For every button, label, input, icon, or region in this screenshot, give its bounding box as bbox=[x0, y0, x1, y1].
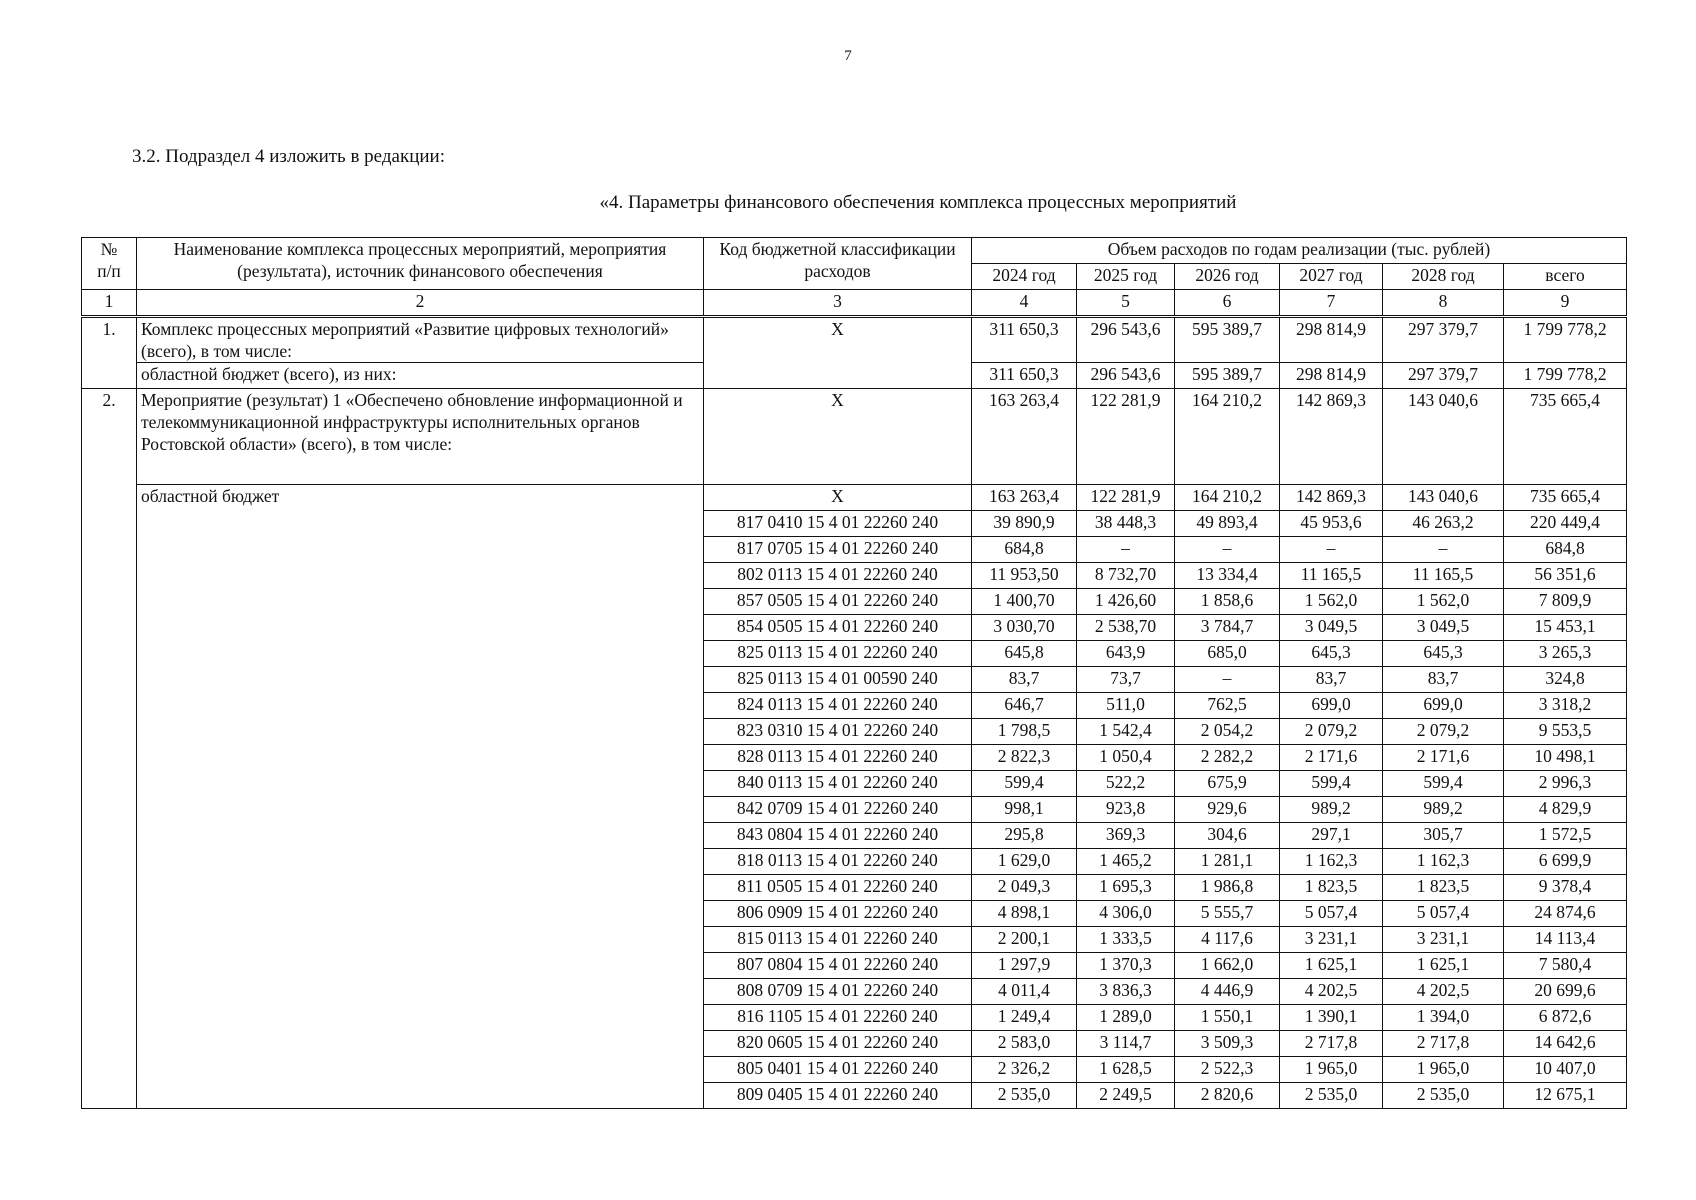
budget-value: 295,8 bbox=[972, 823, 1077, 849]
budget-value: 1 625,1 bbox=[1280, 953, 1383, 979]
budget-value: 989,2 bbox=[1383, 797, 1504, 823]
budget-value: 2 522,3 bbox=[1175, 1057, 1280, 1083]
budget-value: 304,6 bbox=[1175, 823, 1280, 849]
column-number: 7 bbox=[1280, 290, 1383, 317]
budget-value: 2 171,6 bbox=[1383, 745, 1504, 771]
column-number: 6 bbox=[1175, 290, 1280, 317]
budget-value: 2 535,0 bbox=[1383, 1083, 1504, 1109]
budget-code: 843 0804 15 4 01 22260 240 bbox=[704, 823, 972, 849]
budget-code: 806 0909 15 4 01 22260 240 bbox=[704, 901, 972, 927]
budget-value: 2 583,0 bbox=[972, 1031, 1077, 1057]
budget-value: 645,8 bbox=[972, 641, 1077, 667]
budget-value: 3 030,70 bbox=[972, 615, 1077, 641]
budget-value: – bbox=[1383, 537, 1504, 563]
budget-value: 46 263,2 bbox=[1383, 511, 1504, 537]
budget-value: 2 282,2 bbox=[1175, 745, 1280, 771]
header-year: 2026 год bbox=[1175, 264, 1280, 290]
budget-total: 20 699,6 bbox=[1504, 979, 1627, 1005]
budget-value: 1 394,0 bbox=[1383, 1005, 1504, 1031]
budget-total: 15 453,1 bbox=[1504, 615, 1627, 641]
budget-value: 83,7 bbox=[1280, 667, 1383, 693]
header-total: всего bbox=[1504, 264, 1627, 290]
budget-total: 3 265,3 bbox=[1504, 641, 1627, 667]
budget-code: 809 0405 15 4 01 22260 240 bbox=[704, 1083, 972, 1109]
column-number: 1 bbox=[82, 290, 137, 317]
budget-value: 1 542,4 bbox=[1077, 719, 1175, 745]
item1-code: X bbox=[704, 317, 972, 389]
budget-code: 817 0410 15 4 01 22260 240 bbox=[704, 511, 972, 537]
budget-total: 6 872,6 bbox=[1504, 1005, 1627, 1031]
budget-value: 83,7 bbox=[1383, 667, 1504, 693]
budget-code: 811 0505 15 4 01 22260 240 bbox=[704, 875, 972, 901]
budget-value: 5 057,4 bbox=[1280, 901, 1383, 927]
budget-total: 2 996,3 bbox=[1504, 771, 1627, 797]
budget-value: 5 555,7 bbox=[1175, 901, 1280, 927]
budget-value: 2 171,6 bbox=[1280, 745, 1383, 771]
budget-value: 685,0 bbox=[1175, 641, 1280, 667]
budget-value: 369,3 bbox=[1077, 823, 1175, 849]
column-number: 3 bbox=[704, 290, 972, 317]
budget-value: 699,0 bbox=[1280, 693, 1383, 719]
column-number: 9 bbox=[1504, 290, 1627, 317]
budget-value: 164 210,2 bbox=[1175, 485, 1280, 511]
budget-value: 2 079,2 bbox=[1383, 719, 1504, 745]
item1-total: 1 799 778,2 bbox=[1504, 317, 1627, 363]
budget-code: 815 0113 15 4 01 22260 240 bbox=[704, 927, 972, 953]
budget-value: 599,4 bbox=[972, 771, 1077, 797]
budget-total: 324,8 bbox=[1504, 667, 1627, 693]
header-code: Код бюджетной классификации расходов bbox=[704, 238, 972, 290]
item2-value: 163 263,4 bbox=[972, 389, 1077, 485]
budget-value: 2 049,3 bbox=[972, 875, 1077, 901]
budget-value: 684,8 bbox=[972, 537, 1077, 563]
budget-code: 816 1105 15 4 01 22260 240 bbox=[704, 1005, 972, 1031]
budget-code: 842 0709 15 4 01 22260 240 bbox=[704, 797, 972, 823]
budget-total: 14 642,6 bbox=[1504, 1031, 1627, 1057]
item1-sub-value: 298 814,9 bbox=[1280, 363, 1383, 389]
header-volume: Объем расходов по годам реализации (тыс. рублей) bbox=[972, 238, 1627, 264]
budget-value: 645,3 bbox=[1280, 641, 1383, 667]
budget-code: 808 0709 15 4 01 22260 240 bbox=[704, 979, 972, 1005]
budget-value: 38 448,3 bbox=[1077, 511, 1175, 537]
budget-total: 14 113,4 bbox=[1504, 927, 1627, 953]
budget-total: 1 572,5 bbox=[1504, 823, 1627, 849]
budget-total: 7 809,9 bbox=[1504, 589, 1627, 615]
budget-value: 2 054,2 bbox=[1175, 719, 1280, 745]
item1-name: Комплекс процессных мероприятий «Развитие цифровых технологий» (всего), в том числе: bbox=[137, 317, 704, 363]
budget-value: 2 820,6 bbox=[1175, 1083, 1280, 1109]
item1-value: 296 543,6 bbox=[1077, 317, 1175, 363]
budget-value: 1 562,0 bbox=[1383, 589, 1504, 615]
budget-value: 699,0 bbox=[1383, 693, 1504, 719]
budget-value: 1 465,2 bbox=[1077, 849, 1175, 875]
item2-value: 142 869,3 bbox=[1280, 389, 1383, 485]
budget-total: 56 351,6 bbox=[1504, 563, 1627, 589]
column-number: 4 bbox=[972, 290, 1077, 317]
budget-code: 818 0113 15 4 01 22260 240 bbox=[704, 849, 972, 875]
budget-code: 840 0113 15 4 01 22260 240 bbox=[704, 771, 972, 797]
budget-value: 4 202,5 bbox=[1280, 979, 1383, 1005]
budget-code: 825 0113 15 4 01 22260 240 bbox=[704, 641, 972, 667]
budget-value: 83,7 bbox=[972, 667, 1077, 693]
budget-total: 9 553,5 bbox=[1504, 719, 1627, 745]
item2-code: X bbox=[704, 389, 972, 485]
budget-code: 854 0505 15 4 01 22260 240 bbox=[704, 615, 972, 641]
budget-value: 3 509,3 bbox=[1175, 1031, 1280, 1057]
header-year: 2025 год bbox=[1077, 264, 1175, 290]
budget-value: 923,8 bbox=[1077, 797, 1175, 823]
budget-value: 1 400,70 bbox=[972, 589, 1077, 615]
budget-value: 49 893,4 bbox=[1175, 511, 1280, 537]
budget-value: 305,7 bbox=[1383, 823, 1504, 849]
budget-value: 3 231,1 bbox=[1280, 927, 1383, 953]
item1-sub-value: 595 389,7 bbox=[1175, 363, 1280, 389]
budget-value: 3 231,1 bbox=[1383, 927, 1504, 953]
budget-value: 2 717,8 bbox=[1280, 1031, 1383, 1057]
item1-sub-total: 1 799 778,2 bbox=[1504, 363, 1627, 389]
item2-value: 164 210,2 bbox=[1175, 389, 1280, 485]
item1-value: 311 650,3 bbox=[972, 317, 1077, 363]
budget-value: 4 898,1 bbox=[972, 901, 1077, 927]
budget-total: 684,8 bbox=[1504, 537, 1627, 563]
budget-value: 1 695,3 bbox=[1077, 875, 1175, 901]
budget-value: 3 114,7 bbox=[1077, 1031, 1175, 1057]
budget-value: 675,9 bbox=[1175, 771, 1280, 797]
budget-value: 929,6 bbox=[1175, 797, 1280, 823]
budget-value: 1 986,8 bbox=[1175, 875, 1280, 901]
page-number: 7 bbox=[844, 48, 852, 64]
header-year: 2028 год bbox=[1383, 264, 1504, 290]
budget-value: 1 625,1 bbox=[1383, 953, 1504, 979]
budget-value: – bbox=[1175, 667, 1280, 693]
budget-value: 998,1 bbox=[972, 797, 1077, 823]
intro-text: 3.2. Подраздел 4 изложить в редакции: bbox=[132, 146, 445, 167]
budget-value: 4 202,5 bbox=[1383, 979, 1504, 1005]
column-number: 8 bbox=[1383, 290, 1504, 317]
item2-value: 122 281,9 bbox=[1077, 389, 1175, 485]
budget-value: 646,7 bbox=[972, 693, 1077, 719]
budget-value: 8 732,70 bbox=[1077, 563, 1175, 589]
budget-value: 2 326,2 bbox=[972, 1057, 1077, 1083]
budget-total: 220 449,4 bbox=[1504, 511, 1627, 537]
budget-value: 1 370,3 bbox=[1077, 953, 1175, 979]
budget-total: 4 829,9 bbox=[1504, 797, 1627, 823]
budget-total: 12 675,1 bbox=[1504, 1083, 1627, 1109]
budget-value: 645,3 bbox=[1383, 641, 1504, 667]
header-year: 2027 год bbox=[1280, 264, 1383, 290]
item1-sub-name: областной бюджет (всего), из них: bbox=[137, 363, 704, 389]
budget-value: 1 050,4 bbox=[1077, 745, 1175, 771]
budget-value: 599,4 bbox=[1383, 771, 1504, 797]
budget-value: 1 390,1 bbox=[1280, 1005, 1383, 1031]
budget-value: 142 869,3 bbox=[1280, 485, 1383, 511]
budget-code: 823 0310 15 4 01 22260 240 bbox=[704, 719, 972, 745]
budget-value: 2 717,8 bbox=[1383, 1031, 1504, 1057]
item2-value: 143 040,6 bbox=[1383, 389, 1504, 485]
budget-value: 1 333,5 bbox=[1077, 927, 1175, 953]
budget-value: 1 426,60 bbox=[1077, 589, 1175, 615]
budget-value: 1 162,3 bbox=[1280, 849, 1383, 875]
budget-value: 1 249,4 bbox=[972, 1005, 1077, 1031]
header-num: № п/п bbox=[82, 238, 137, 290]
item1-value: 298 814,9 bbox=[1280, 317, 1383, 363]
budget-value: 11 165,5 bbox=[1383, 563, 1504, 589]
budget-value: 13 334,4 bbox=[1175, 563, 1280, 589]
budget-value: 1 281,1 bbox=[1175, 849, 1280, 875]
budget-value: 4 011,4 bbox=[972, 979, 1077, 1005]
budget-code: 817 0705 15 4 01 22260 240 bbox=[704, 537, 972, 563]
budget-value: 3 784,7 bbox=[1175, 615, 1280, 641]
item1-row bbox=[82, 317, 1627, 363]
budget-value: 122 281,9 bbox=[1077, 485, 1175, 511]
budget-value: 2 535,0 bbox=[972, 1083, 1077, 1109]
budget-value: 599,4 bbox=[1280, 771, 1383, 797]
budget-value: 1 628,5 bbox=[1077, 1057, 1175, 1083]
budget-code: X bbox=[704, 485, 972, 511]
budget-value: 2 538,70 bbox=[1077, 615, 1175, 641]
budget-code: 828 0113 15 4 01 22260 240 bbox=[704, 745, 972, 771]
budget-value: 73,7 bbox=[1077, 667, 1175, 693]
budget-value: 1 823,5 bbox=[1280, 875, 1383, 901]
section-title: «4. Параметры финансового обеспечения комплекса процессных мероприятий bbox=[599, 192, 1237, 213]
budget-value: 1 562,0 bbox=[1280, 589, 1383, 615]
item1-sub-value: 297 379,7 bbox=[1383, 363, 1504, 389]
budget-value: 1 629,0 bbox=[972, 849, 1077, 875]
budget-value: 1 297,9 bbox=[972, 953, 1077, 979]
budget-code: 824 0113 15 4 01 22260 240 bbox=[704, 693, 972, 719]
budget-code: 820 0605 15 4 01 22260 240 bbox=[704, 1031, 972, 1057]
budget-total: 9 378,4 bbox=[1504, 875, 1627, 901]
budget-value: 643,9 bbox=[1077, 641, 1175, 667]
budget-code: 857 0505 15 4 01 22260 240 bbox=[704, 589, 972, 615]
column-number-row bbox=[82, 290, 1627, 317]
budget-code: 805 0401 15 4 01 22260 240 bbox=[704, 1057, 972, 1083]
budget-value: 3 836,3 bbox=[1077, 979, 1175, 1005]
budget-total: 7 580,4 bbox=[1504, 953, 1627, 979]
item2-sub-name: областной бюджет bbox=[137, 485, 704, 1109]
budget-total: 24 874,6 bbox=[1504, 901, 1627, 927]
item1-sub-value: 296 543,6 bbox=[1077, 363, 1175, 389]
budget-value: 45 953,6 bbox=[1280, 511, 1383, 537]
budget-value: 522,2 bbox=[1077, 771, 1175, 797]
budget-value: 1 798,5 bbox=[972, 719, 1077, 745]
budget-value: 1 823,5 bbox=[1383, 875, 1504, 901]
budget-value: 3 049,5 bbox=[1280, 615, 1383, 641]
column-number: 5 bbox=[1077, 290, 1175, 317]
budget-value: 511,0 bbox=[1077, 693, 1175, 719]
budget-total: 3 318,2 bbox=[1504, 693, 1627, 719]
budget-value: 1 162,3 bbox=[1383, 849, 1504, 875]
budget-value: 1 550,1 bbox=[1175, 1005, 1280, 1031]
item2-name: Мероприятие (результат) 1 «Обеспечено обновление информационной и телекоммуникационной инфраструктуры исполнительных органов Ростовской области» (всего), в том числе: bbox=[137, 389, 704, 485]
budget-value: 1 289,0 bbox=[1077, 1005, 1175, 1031]
budget-value: 762,5 bbox=[1175, 693, 1280, 719]
budget-value: 2 535,0 bbox=[1280, 1083, 1383, 1109]
budget-value: 2 079,2 bbox=[1280, 719, 1383, 745]
budget-code: 807 0804 15 4 01 22260 240 bbox=[704, 953, 972, 979]
budget-row bbox=[82, 485, 1627, 511]
budget-value: 1 662,0 bbox=[1175, 953, 1280, 979]
column-number: 2 bbox=[137, 290, 704, 317]
item2-num: 2. bbox=[82, 389, 137, 1109]
budget-value: 2 249,5 bbox=[1077, 1083, 1175, 1109]
header-year: 2024 год bbox=[972, 264, 1077, 290]
budget-value: 4 306,0 bbox=[1077, 901, 1175, 927]
budget-value: – bbox=[1280, 537, 1383, 563]
budget-value: 2 822,3 bbox=[972, 745, 1077, 771]
budget-total: 10 407,0 bbox=[1504, 1057, 1627, 1083]
budget-value: 1 965,0 bbox=[1280, 1057, 1383, 1083]
budget-value: 297,1 bbox=[1280, 823, 1383, 849]
budget-code: 825 0113 15 4 01 00590 240 bbox=[704, 667, 972, 693]
item1-sub-value: 311 650,3 bbox=[972, 363, 1077, 389]
budget-value: 11 953,50 bbox=[972, 563, 1077, 589]
budget-value: 39 890,9 bbox=[972, 511, 1077, 537]
budget-total: 735 665,4 bbox=[1504, 485, 1627, 511]
item1-value: 297 379,7 bbox=[1383, 317, 1504, 363]
item1-num: 1. bbox=[82, 317, 137, 389]
budget-code: 802 0113 15 4 01 22260 240 bbox=[704, 563, 972, 589]
budget-value: 989,2 bbox=[1280, 797, 1383, 823]
item1-value: 595 389,7 bbox=[1175, 317, 1280, 363]
budget-value: 4 446,9 bbox=[1175, 979, 1280, 1005]
budget-value: 5 057,4 bbox=[1383, 901, 1504, 927]
financing-table bbox=[81, 237, 1627, 1109]
budget-total: 6 699,9 bbox=[1504, 849, 1627, 875]
budget-value: 3 049,5 bbox=[1383, 615, 1504, 641]
budget-value: – bbox=[1175, 537, 1280, 563]
budget-value: 11 165,5 bbox=[1280, 563, 1383, 589]
header-name: Наименование комплекса процессных мероприятий, мероприятия (результата), источник финансового обеспечения bbox=[137, 238, 704, 290]
budget-value: 2 200,1 bbox=[972, 927, 1077, 953]
budget-value: 4 117,6 bbox=[1175, 927, 1280, 953]
budget-value: – bbox=[1077, 537, 1175, 563]
budget-total: 10 498,1 bbox=[1504, 745, 1627, 771]
budget-value: 143 040,6 bbox=[1383, 485, 1504, 511]
budget-value: 1 965,0 bbox=[1383, 1057, 1504, 1083]
header-row-1 bbox=[82, 238, 1627, 264]
item2-total: 735 665,4 bbox=[1504, 389, 1627, 485]
budget-value: 1 858,6 bbox=[1175, 589, 1280, 615]
item2-row bbox=[82, 389, 1627, 485]
budget-value: 163 263,4 bbox=[972, 485, 1077, 511]
